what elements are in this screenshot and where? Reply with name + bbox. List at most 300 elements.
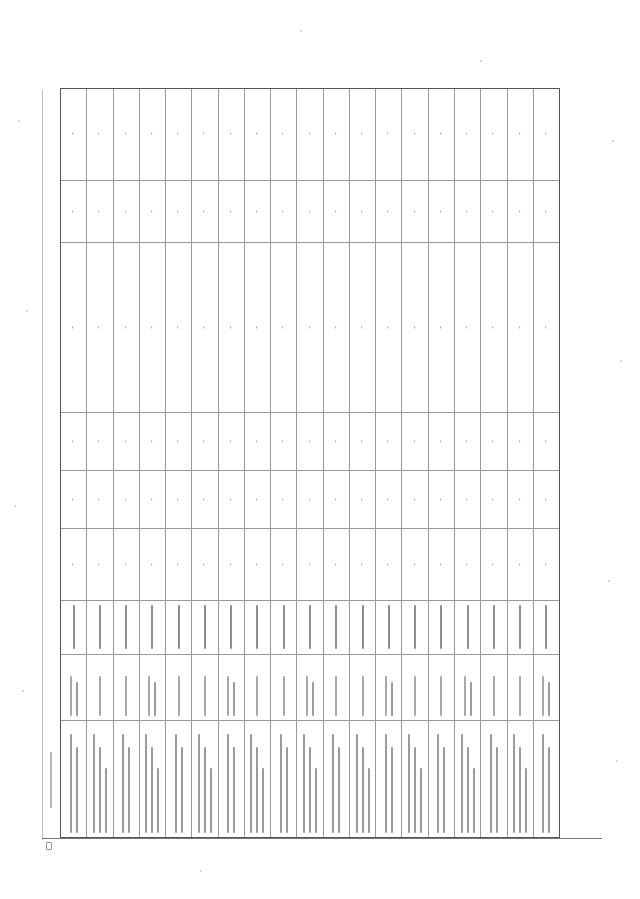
- status-cell: [324, 601, 349, 655]
- scan-speck: [26, 310, 28, 312]
- empty-cell: [271, 529, 296, 601]
- text-line-placeholder: [198, 734, 200, 833]
- text-line-placeholder: [233, 682, 235, 716]
- scan-speck: [22, 690, 24, 692]
- table-row: [270, 89, 296, 837]
- empty-cell: [297, 471, 322, 529]
- empty-dash: -: [384, 132, 393, 135]
- text-line-placeholder: [309, 747, 311, 833]
- text-line-placeholder: [93, 734, 95, 833]
- empty-cell: [297, 87, 322, 181]
- empty-cell: [376, 471, 401, 529]
- empty-dash: -: [436, 563, 445, 566]
- empty-cell: [350, 413, 375, 471]
- text-line-placeholder: [362, 747, 364, 833]
- empty-cell: [324, 471, 349, 529]
- text-line-placeholder: [306, 676, 308, 716]
- status-text-placeholder: [204, 606, 206, 650]
- empty-cell: [402, 413, 427, 471]
- empty-dash: -: [515, 326, 524, 329]
- empty-cell: [61, 413, 86, 471]
- table-row: [401, 89, 427, 837]
- empty-cell: [534, 471, 559, 529]
- empty-cell: [61, 529, 86, 601]
- empty-cell: [114, 181, 139, 243]
- specification-cell: [87, 655, 112, 721]
- empty-cell: [429, 87, 454, 181]
- empty-dash: -: [252, 210, 261, 213]
- empty-dash: -: [95, 563, 104, 566]
- empty-dash: -: [515, 440, 524, 443]
- empty-cell: [350, 243, 375, 413]
- line-description-cell: [271, 721, 296, 837]
- text-line-placeholder: [175, 734, 177, 833]
- empty-dash: -: [279, 326, 288, 329]
- empty-cell: [324, 529, 349, 601]
- empty-dash: -: [95, 132, 104, 135]
- empty-cell: [192, 529, 217, 601]
- empty-cell: [114, 243, 139, 413]
- empty-dash: -: [279, 563, 288, 566]
- status-cell: [481, 601, 506, 655]
- text-line-placeholder: [256, 676, 258, 716]
- empty-cell: [402, 243, 427, 413]
- empty-dash: -: [174, 563, 183, 566]
- empty-cell: [324, 413, 349, 471]
- empty-cell: [140, 181, 165, 243]
- text-line-placeholder: [391, 682, 393, 716]
- empty-dash: -: [463, 498, 472, 501]
- text-line-placeholder: [513, 734, 515, 833]
- empty-dash: -: [147, 498, 156, 501]
- text-line-placeholder: [332, 734, 334, 833]
- text-line-placeholder: [391, 747, 393, 833]
- text-line-placeholder: [464, 676, 466, 716]
- status-text-placeholder: [256, 606, 258, 650]
- empty-dash: -: [410, 210, 419, 213]
- empty-dash: -: [121, 326, 130, 329]
- text-line-placeholder: [178, 676, 180, 716]
- text-line-placeholder: [312, 682, 314, 716]
- status-cell: [219, 601, 244, 655]
- empty-dash: -: [174, 210, 183, 213]
- specification-cell: [297, 655, 322, 721]
- text-line-placeholder: [461, 734, 463, 833]
- text-line-placeholder: [437, 734, 439, 833]
- empty-dash: -: [174, 132, 183, 135]
- text-line-placeholder: [385, 734, 387, 833]
- text-line-placeholder: [490, 734, 492, 833]
- empty-cell: [376, 181, 401, 243]
- empty-dash: -: [384, 326, 393, 329]
- empty-cell: [114, 471, 139, 529]
- empty-cell: [271, 243, 296, 413]
- empty-dash: -: [200, 563, 209, 566]
- empty-cell: [192, 413, 217, 471]
- table-row: [191, 89, 217, 837]
- table-row: [61, 89, 86, 837]
- empty-dash: -: [410, 498, 419, 501]
- empty-cell: [140, 243, 165, 413]
- empty-dash: -: [252, 132, 261, 135]
- empty-dash: -: [331, 132, 340, 135]
- empty-cell: [114, 529, 139, 601]
- line-description-cell: [508, 721, 533, 837]
- page-number-mark: [46, 842, 52, 850]
- empty-cell: [219, 529, 244, 601]
- specification-cell: [324, 655, 349, 721]
- specification-cell: [140, 655, 165, 721]
- text-line-placeholder: [99, 676, 101, 716]
- table-bottom-border: [42, 838, 602, 839]
- empty-dash: -: [252, 498, 261, 501]
- scan-speck: [14, 505, 16, 507]
- empty-cell: [508, 529, 533, 601]
- line-description-cell: [297, 721, 322, 837]
- empty-cell: [245, 529, 270, 601]
- empty-cell: [219, 181, 244, 243]
- empty-dash: -: [410, 440, 419, 443]
- status-cell: [140, 601, 165, 655]
- empty-dash: -: [331, 210, 340, 213]
- empty-dash: -: [358, 210, 367, 213]
- text-line-placeholder: [227, 676, 229, 716]
- empty-dash: -: [515, 132, 524, 135]
- empty-cell: [481, 87, 506, 181]
- empty-dash: -: [147, 132, 156, 135]
- specification-cell: [166, 655, 191, 721]
- empty-dash: -: [436, 132, 445, 135]
- empty-dash: -: [541, 440, 550, 443]
- empty-dash: -: [331, 326, 340, 329]
- empty-dash: -: [279, 440, 288, 443]
- status-text-placeholder: [519, 606, 521, 650]
- empty-dash: -: [541, 210, 550, 213]
- empty-dash: -: [147, 440, 156, 443]
- status-cell: [166, 601, 191, 655]
- scan-speck: [480, 60, 482, 62]
- scan-speck: [612, 140, 614, 142]
- empty-dash: -: [489, 440, 498, 443]
- empty-cell: [508, 413, 533, 471]
- empty-cell: [534, 243, 559, 413]
- status-text-placeholder: [545, 606, 547, 650]
- text-line-placeholder: [548, 682, 550, 716]
- empty-dash: -: [226, 210, 235, 213]
- empty-cell: [61, 87, 86, 181]
- text-line-placeholder: [286, 747, 288, 833]
- empty-dash: -: [489, 498, 498, 501]
- text-line-placeholder: [128, 747, 130, 833]
- text-line-placeholder: [250, 734, 252, 833]
- specification-cell: [429, 655, 454, 721]
- table-row: [480, 89, 506, 837]
- specification-cell: [402, 655, 427, 721]
- empty-cell: [166, 243, 191, 413]
- empty-dash: -: [515, 563, 524, 566]
- empty-cell: [402, 87, 427, 181]
- empty-cell: [508, 471, 533, 529]
- text-line-placeholder: [473, 768, 475, 833]
- status-text-placeholder: [362, 606, 364, 650]
- empty-cell: [324, 243, 349, 413]
- empty-cell: [192, 87, 217, 181]
- margin-rule: [42, 90, 43, 840]
- empty-dash: -: [436, 210, 445, 213]
- specification-cell: [481, 655, 506, 721]
- empty-cell: [140, 471, 165, 529]
- empty-dash: -: [69, 563, 78, 566]
- status-text-placeholder: [467, 606, 469, 650]
- empty-cell: [429, 529, 454, 601]
- empty-dash: -: [515, 210, 524, 213]
- empty-cell: [61, 471, 86, 529]
- empty-dash: -: [489, 326, 498, 329]
- empty-cell: [481, 471, 506, 529]
- empty-dash: -: [174, 440, 183, 443]
- empty-cell: [350, 181, 375, 243]
- empty-cell: [245, 243, 270, 413]
- empty-dash: -: [174, 326, 183, 329]
- specification-cell: [350, 655, 375, 721]
- empty-cell: [271, 413, 296, 471]
- specification-cell: [245, 655, 270, 721]
- status-cell: [245, 601, 270, 655]
- empty-cell: [376, 413, 401, 471]
- text-line-placeholder: [280, 734, 282, 833]
- empty-dash: -: [252, 563, 261, 566]
- text-line-placeholder: [122, 734, 124, 833]
- empty-dash: -: [121, 132, 130, 135]
- text-line-placeholder: [443, 747, 445, 833]
- empty-cell: [402, 471, 427, 529]
- empty-dash: -: [305, 326, 314, 329]
- specification-cell: [61, 655, 86, 721]
- status-cell: [192, 601, 217, 655]
- text-line-placeholder: [145, 734, 147, 833]
- empty-dash: -: [410, 132, 419, 135]
- empty-dash: -: [436, 498, 445, 501]
- empty-dash: -: [95, 498, 104, 501]
- empty-cell: [429, 181, 454, 243]
- table-row: [139, 89, 165, 837]
- empty-dash: -: [384, 563, 393, 566]
- text-line-placeholder: [420, 768, 422, 833]
- status-text-placeholder: [414, 606, 416, 650]
- empty-cell: [245, 413, 270, 471]
- empty-dash: -: [358, 132, 367, 135]
- status-cell: [455, 601, 480, 655]
- empty-cell: [297, 529, 322, 601]
- empty-cell: [481, 529, 506, 601]
- status-text-placeholder: [309, 606, 311, 650]
- empty-cell: [508, 87, 533, 181]
- text-line-placeholder: [151, 747, 153, 833]
- empty-cell: [297, 181, 322, 243]
- empty-dash: -: [358, 563, 367, 566]
- empty-dash: -: [121, 210, 130, 213]
- specification-cell: [192, 655, 217, 721]
- empty-cell: [271, 471, 296, 529]
- empty-cell: [350, 471, 375, 529]
- status-cell: [297, 601, 322, 655]
- text-line-placeholder: [356, 734, 358, 833]
- line-description-cell: [376, 721, 401, 837]
- empty-dash: -: [200, 498, 209, 501]
- empty-cell: [87, 413, 112, 471]
- empty-cell: [166, 181, 191, 243]
- line-description-cell: [534, 721, 559, 837]
- table-row: [375, 89, 401, 837]
- specification-cell: [114, 655, 139, 721]
- status-text-placeholder: [125, 606, 127, 650]
- margin-mark: [50, 752, 52, 808]
- empty-cell: [166, 471, 191, 529]
- scan-speck: [200, 870, 202, 872]
- empty-cell: [87, 243, 112, 413]
- empty-cell: [508, 181, 533, 243]
- empty-dash: -: [489, 563, 498, 566]
- text-line-placeholder: [204, 676, 206, 716]
- empty-cell: [114, 87, 139, 181]
- empty-dash: -: [358, 440, 367, 443]
- text-line-placeholder: [105, 768, 107, 833]
- empty-dash: -: [463, 210, 472, 213]
- table-row: [218, 89, 244, 837]
- empty-cell: [61, 243, 86, 413]
- text-line-placeholder: [204, 747, 206, 833]
- table-row: [533, 89, 559, 837]
- empty-cell: [87, 181, 112, 243]
- text-line-placeholder: [542, 734, 544, 833]
- line-description-cell: [481, 721, 506, 837]
- line-description-cell: [402, 721, 427, 837]
- text-line-placeholder: [496, 747, 498, 833]
- line-description-cell: [114, 721, 139, 837]
- text-line-placeholder: [256, 747, 258, 833]
- empty-cell: [140, 413, 165, 471]
- status-text-placeholder: [73, 606, 75, 650]
- table-row: [244, 89, 270, 837]
- line-description-cell: [455, 721, 480, 837]
- text-line-placeholder: [303, 734, 305, 833]
- empty-cell: [245, 87, 270, 181]
- line-description-cell: [166, 721, 191, 837]
- text-line-placeholder: [233, 747, 235, 833]
- empty-cell: [481, 243, 506, 413]
- empty-dash: -: [305, 210, 314, 213]
- text-line-placeholder: [283, 676, 285, 716]
- empty-dash: -: [226, 326, 235, 329]
- empty-dash: -: [200, 210, 209, 213]
- empty-cell: [429, 243, 454, 413]
- table-row: [86, 89, 112, 837]
- empty-cell: [297, 413, 322, 471]
- empty-cell: [376, 87, 401, 181]
- status-cell: [534, 601, 559, 655]
- empty-cell: [429, 471, 454, 529]
- empty-dash: -: [226, 132, 235, 135]
- empty-dash: -: [384, 498, 393, 501]
- status-text-placeholder: [99, 606, 101, 650]
- text-line-placeholder: [408, 734, 410, 833]
- empty-dash: -: [69, 326, 78, 329]
- text-line-placeholder: [76, 682, 78, 716]
- empty-cell: [455, 471, 480, 529]
- text-line-placeholder: [519, 747, 521, 833]
- empty-dash: -: [226, 498, 235, 501]
- empty-cell: [192, 471, 217, 529]
- text-line-placeholder: [362, 676, 364, 716]
- line-description-cell: [87, 721, 112, 837]
- rotated-data-table: [60, 88, 560, 838]
- empty-cell: [455, 529, 480, 601]
- status-text-placeholder: [283, 606, 285, 650]
- text-line-placeholder: [525, 768, 527, 833]
- text-line-placeholder: [368, 768, 370, 833]
- empty-dash: -: [200, 132, 209, 135]
- status-cell: [402, 601, 427, 655]
- empty-dash: -: [463, 563, 472, 566]
- empty-dash: -: [489, 132, 498, 135]
- empty-dash: -: [358, 498, 367, 501]
- text-line-placeholder: [70, 734, 72, 833]
- empty-dash: -: [147, 210, 156, 213]
- scan-speck: [620, 360, 622, 362]
- status-text-placeholder: [151, 606, 153, 650]
- empty-cell: [455, 413, 480, 471]
- empty-dash: -: [436, 326, 445, 329]
- empty-dash: -: [200, 440, 209, 443]
- empty-dash: -: [489, 210, 498, 213]
- empty-dash: -: [95, 440, 104, 443]
- status-text-placeholder: [230, 606, 232, 650]
- text-line-placeholder: [157, 768, 159, 833]
- empty-dash: -: [331, 440, 340, 443]
- empty-dash: -: [121, 498, 130, 501]
- empty-dash: -: [226, 563, 235, 566]
- table-row: [323, 89, 349, 837]
- empty-cell: [324, 87, 349, 181]
- scan-speck: [300, 30, 302, 32]
- empty-dash: -: [358, 326, 367, 329]
- line-description-cell: [219, 721, 244, 837]
- empty-cell: [114, 413, 139, 471]
- empty-dash: -: [305, 132, 314, 135]
- empty-cell: [166, 413, 191, 471]
- empty-dash: -: [305, 498, 314, 501]
- status-text-placeholder: [440, 606, 442, 650]
- empty-cell: [402, 529, 427, 601]
- status-cell: [350, 601, 375, 655]
- empty-dash: -: [279, 132, 288, 135]
- empty-dash: -: [305, 563, 314, 566]
- empty-cell: [245, 471, 270, 529]
- empty-dash: -: [331, 563, 340, 566]
- text-line-placeholder: [315, 768, 317, 833]
- empty-dash: -: [69, 498, 78, 501]
- empty-cell: [271, 181, 296, 243]
- status-cell: [87, 601, 112, 655]
- empty-dash: -: [436, 440, 445, 443]
- text-line-placeholder: [262, 768, 264, 833]
- text-line-placeholder: [542, 676, 544, 716]
- line-description-cell: [61, 721, 86, 837]
- empty-dash: -: [226, 440, 235, 443]
- empty-cell: [350, 529, 375, 601]
- empty-dash: -: [95, 326, 104, 329]
- table-row: [349, 89, 375, 837]
